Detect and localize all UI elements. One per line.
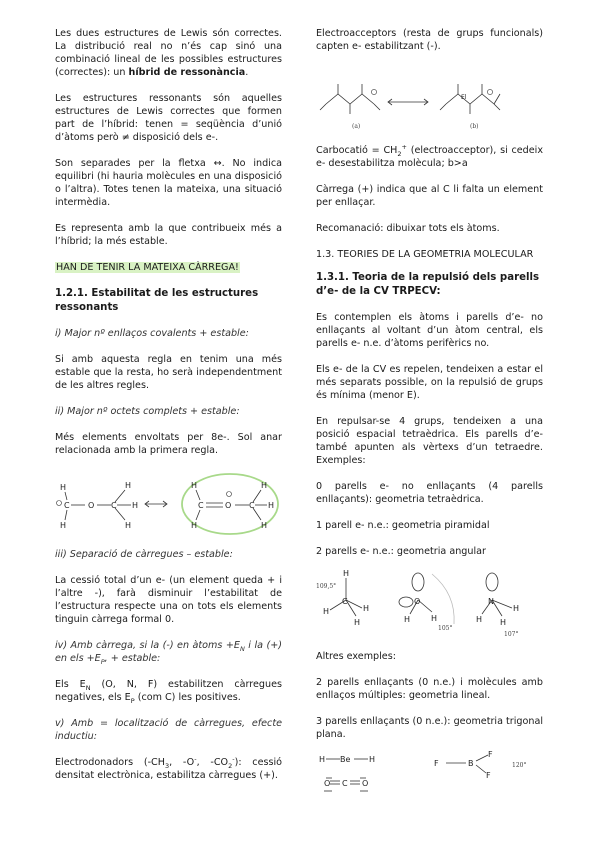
linear-trigonal-figure: [316, 747, 543, 797]
svg-text:H: H: [125, 521, 132, 530]
svg-text:O: O: [324, 779, 331, 788]
right-column: [316, 27, 543, 809]
svg-text:O: O: [414, 597, 421, 606]
svg-text:C: C: [111, 501, 117, 510]
svg-text:H: H: [261, 481, 268, 490]
rule-5: v) Amb = localització de càrregues, efecte inductiu:: [55, 718, 282, 742]
svg-text:H: H: [191, 521, 198, 530]
svg-text:F: F: [486, 771, 491, 780]
svg-text:H: H: [323, 607, 330, 616]
section-heading-trpecv: 1.3.1. Teoria de la repulsió dels parells d’e- de la CV TRPECV:: [316, 272, 540, 297]
paragraph-arrow: Son separades per la fletxa ↔. No indica equilibri (hi hauria molècules en una disposició o l’altra). Totes tenen la mateixa, una situació intermèdia.: [55, 158, 282, 208]
left-column: [55, 27, 282, 795]
svg-text:N: N: [488, 597, 494, 606]
svg-text:C: C: [342, 779, 348, 788]
angle-label-ammonia: 107°: [504, 631, 519, 638]
rule-3: iii) Separació de càrregues – estable:: [55, 549, 233, 560]
paragraph-one-pair: 1 parell e- n.e.: geometria piramidal: [316, 520, 490, 531]
svg-text:O: O: [88, 501, 95, 510]
svg-text:H: H: [132, 501, 139, 510]
section-heading-stability: 1.2.1. Estabilitat de les estructures ressonants: [55, 288, 259, 313]
angle-label-trigonal: 120°: [512, 762, 527, 769]
geometry-figure: [316, 564, 543, 638]
paragraph-rule-3: La cessió total d’un e- (un element queda + i l’altre -), farà disminuir l’estabilitat de l’estructura respecte una on tots els elements tinguin càrrega formal 0.: [55, 575, 282, 625]
paragraph-resonant-structures: Les estructures ressonants són aquelles estructures de Lewis correctes que formen part de l’híbrid: tenen = seqüència d’unió d’àtoms però ≠ disposició dels e-.: [55, 93, 282, 143]
highlight-note: HAN DE TENIR LA MATEIXA CÀRREGA!: [56, 262, 239, 273]
paragraph-positive-charge: Càrrega (+) indica que al C li falta un element per enllaçar.: [316, 184, 543, 208]
paragraph-two-pairs: 2 parells e- n.e.: geometria angular: [316, 546, 486, 557]
svg-text:C: C: [249, 501, 255, 510]
rule-1: i) Major nº enllaços covalents + estable:: [55, 328, 249, 339]
svg-text:H: H: [125, 481, 132, 490]
svg-text:C: C: [342, 597, 348, 606]
resonance-figure-left: [55, 470, 282, 536]
svg-text:O: O: [225, 501, 232, 510]
paragraph-hybrid: Les dues estructures de Lewis són correctes. La distribució real no n’és cap sinó una combinació lineal de les possibles estructures (correctes): un híbrid de ressonància.: [55, 28, 282, 78]
paragraph-linear: 2 parells enllaçants (0 n.e.) i molècules amb enllaços múltiples: geometria lineal.: [316, 677, 543, 701]
svg-text:O: O: [362, 779, 369, 788]
paragraph-recommendation: Recomanació: dibuixar tots els àtoms.: [316, 223, 500, 234]
paragraph-other-examples: Altres exemples:: [316, 651, 396, 662]
figure-label-a: (a): [352, 123, 361, 130]
svg-text:El: El: [461, 94, 467, 101]
paragraph-carbocation: Carbocatió = $CH_2^+$ (electroacceptor), si cedeix e- desestabilitza molècula; b>a: [316, 142, 544, 169]
figure-label-b: (b): [470, 123, 479, 130]
svg-text:H: H: [513, 604, 520, 613]
svg-text:H: H: [60, 521, 67, 530]
paragraph-electron-acceptors: Electroacceptors (resta de grups funcionals) capten e- estabilitzant (-).: [316, 28, 543, 52]
svg-text:F: F: [488, 750, 493, 759]
paragraph-zero-pairs: 0 parells e- no enllaçants (4 parells enllaçants): geometria tetraèdrica.: [316, 481, 543, 505]
rule-2: ii) Major nº octets complets + estable:: [55, 406, 240, 417]
svg-text:C: C: [64, 501, 70, 510]
svg-text:H: H: [500, 618, 507, 627]
paragraph-tetrahedral: En repulsar-se 4 grups, tendeixen a una posició espacial tetraèdrica. Els parells d’e- també apunten als vèrtexs d’un tetraedre. Exemples:: [316, 416, 543, 466]
svg-text:F: F: [434, 759, 439, 768]
svg-text:H: H: [431, 614, 438, 623]
resonance-arrow: [145, 501, 167, 507]
paragraph-repulsion: Els e- de la CV es repelen, tendeixen a estar el més separats possible, on la repulsió de grups és mínima (menor E).: [316, 364, 543, 401]
svg-text:H: H: [319, 755, 326, 764]
svg-text:Be: Be: [340, 755, 351, 764]
paragraph-electron-donors: Electrodonadors ($-CH_3$, -O-, $-CO_2^-$): cessió densitat electrònica, estabilitza càrregues (+).: [55, 754, 283, 781]
angle-label-water: 105°: [438, 625, 453, 632]
svg-text:H: H: [363, 604, 370, 613]
rule-4: iv) Amb càrrega, si la (-) en àtoms $+E_N$ i la (+) en els $+E_P$, + estable:: [55, 640, 282, 666]
svg-text:H: H: [476, 615, 483, 624]
svg-text:H: H: [268, 501, 275, 510]
paragraph-rule-4: Els $E_N$ (O, N, F) estabilitzen càrregues negatives, els $E_P$ (com C) les positives.: [55, 679, 282, 705]
paragraph-rule-2: Més elements envoltats per 8e-. Sol anar relacionada amb la primera regla.: [55, 432, 282, 456]
paragraph-trigonal: 3 parells enllaçants (0 n.e.): geometria trigonal plana.: [316, 716, 543, 740]
carbocation-figure: [316, 66, 543, 132]
svg-text:H: H: [369, 755, 376, 764]
angle-label-methane: 109,5°: [316, 583, 337, 590]
paragraph-rule-1: Si amb aquesta regla en tenim una més estable que la resta, ho serà independentment de les altres regles.: [55, 354, 282, 391]
svg-text:H: H: [404, 615, 411, 624]
paragraph-representation: Es representa amb la que contribueix més a l’híbrid; la més estable.: [55, 223, 282, 247]
svg-text:H: H: [261, 521, 268, 530]
section-heading-geometry: 1.3. TEORIES DE LA GEOMETRIA MOLECULAR: [316, 249, 534, 260]
structure-carbocation: [65, 490, 131, 520]
svg-text:H: H: [191, 481, 198, 490]
svg-text:C: C: [198, 501, 204, 510]
svg-text:H: H: [343, 569, 350, 578]
paragraph-considered: Es contemplen els àtoms i parells d’e- no enllaçants al voltant d’un àtom central, els parells e- n.e. d’àtoms perifèrics no.: [316, 312, 543, 349]
svg-text:H: H: [60, 483, 67, 492]
svg-text:H: H: [354, 618, 361, 627]
svg-text:B: B: [468, 759, 474, 768]
